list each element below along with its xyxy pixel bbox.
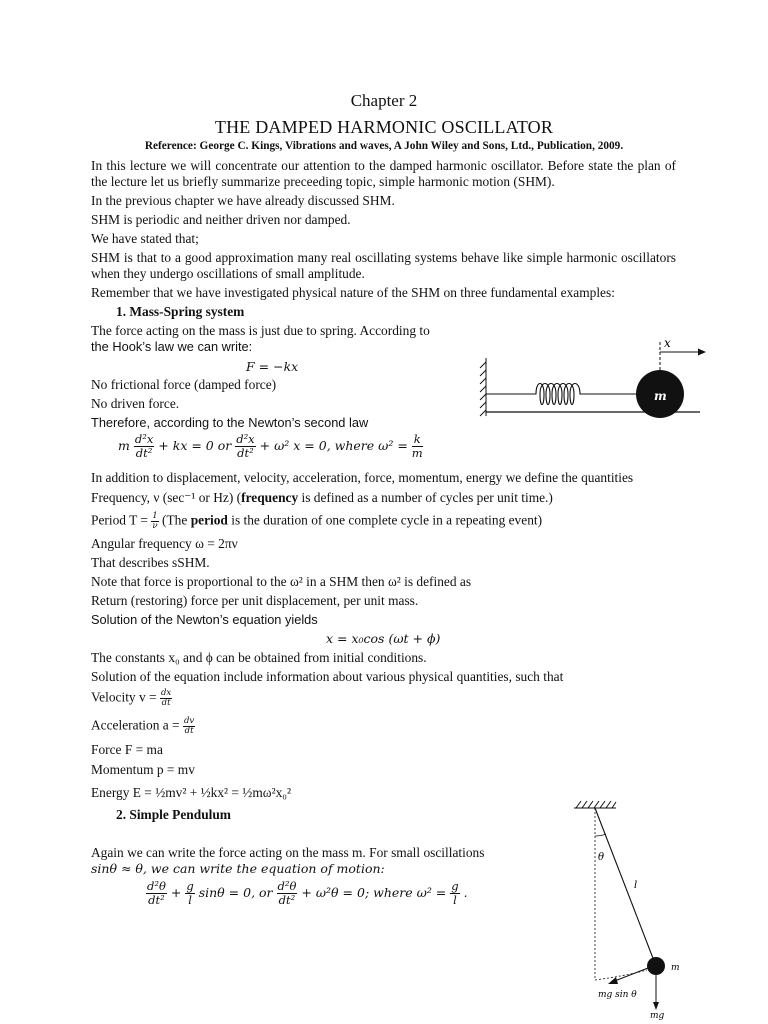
pendulum-string [595,808,656,966]
theta-label: θ [598,852,605,863]
frac-g-l-2: $\frac{g}{l}$ [451,879,459,907]
weight-label: mg [650,1011,665,1020]
intro-paragraph-6: Remember that we have investigated physical nature of the SHM on three fundamental examples: [91,285,615,300]
momentum-line: Momentum p = mv [91,762,195,777]
solution-line: Solution of the Newton’s equation yields [91,612,318,627]
x-label: x [664,336,671,350]
spring-text-line-4: No driven force. [91,396,180,411]
force-line: Force F = ma [91,742,163,757]
section-heading-pendulum: 2. Simple Pendulum [116,807,231,822]
frac-d2theta-dt2: $\frac{\text{d²θ}}{\text{dt²}}$ [147,879,166,907]
spring [486,384,636,405]
frac-d2x-dt2: $\frac{\text{d²x}}{\text{dt²}}$ [134,432,154,460]
spring-text-line-1: The force acting on the mass is just due to spring. According to [91,323,430,338]
intro-paragraph-2: In the previous chapter we have already discussed SHM. [91,193,395,208]
arrow-head-icon [698,349,706,356]
note-line-2: Return (restoring) force per unit displacement, per unit mass. [91,593,419,608]
length-label: l [634,880,638,891]
intro-paragraph-1: In this lecture we will concentrate our attention to the damped harmonic oscillator. Before state the plan of the lecture let us briefly summarize preceeding topic, simple harmonic motion (SHM). [91,158,676,189]
pendulum-diagram [570,798,700,1020]
acceleration-line: Acceleration a = $\frac{dv}{dt}$ [91,716,195,736]
frac-1-nu: $\frac{1}{\nu}$ [152,511,158,531]
pendulum-text-line-1: Again we can write the force acting on the mass m. For small oscillations [91,845,485,860]
intro-paragraph-5: SHM is that to a good approximation many real oscillating systems behave like simple harmonic oscillators when they undergo oscillations of small amplitude. [91,250,676,281]
frac-d2x-dt2-2: $\frac{\text{d²x}}{\text{dt²}}$ [236,432,255,460]
mass-label: m [654,389,667,403]
weight-arrow-head-icon [653,1002,659,1010]
chapter-label: Chapter 2 [350,91,418,110]
eq-plus-kx: + kx = 0 or [158,438,232,453]
intro-paragraph-3: SHM is periodic and neither driven nor damped. [91,212,351,227]
force-arrow-head-icon [608,977,618,984]
restoring-force-arrow [612,968,648,982]
solution-info-line: Solution of the equation include information about various physical quantities, such that [91,669,564,684]
note-line-1: Note that force is proportional to the ω² in a SHM then ω² is defined as [91,574,472,589]
intro-paragraph-4: We have stated that; [91,231,199,246]
velocity-line: Velocity v = $\frac{dx}{dt}$ [91,688,172,708]
describes-line: That describes sSHM. [91,555,210,570]
equation-newton [118,433,423,460]
equation-hooke: F = −kx [246,359,299,374]
constants-line: The constants x₀ and ϕ can be obtained from initial conditions. [91,650,427,665]
equation-solution: x = x₀cos (ωt + ϕ) [326,631,441,646]
reference-line: Reference: George C. Kings, Vibrations and waves, A John Wiley and Sons, Ltd., Publication, 2009. [144,140,624,152]
spring-text-line-5: Therefore, according to the Newton’s second law [91,415,369,430]
period-line: Period T = $\frac{1}{\nu}$ (The period is the duration of one complete cycle in a repeating event) [91,511,543,531]
frac-d2theta-dt2-2: $\frac{\text{d²θ}}{\text{dt²}}$ [277,879,297,907]
frac-dx-dt: $\frac{dx}{dt}$ [160,688,172,708]
eq-m: m [118,438,130,453]
wall-hatching [480,358,486,416]
frac-dv-dt: $\frac{dv}{dt}$ [183,716,195,736]
spring-text-line-3: No frictional force (damped force) [91,377,277,392]
frequency-line: Frequency, ν (sec⁻¹ or Hz) (frequency is defined as a number of cycles per unit time.) [91,490,553,505]
eq-plus-w2x: + ω² x = 0, where ω² = [259,438,408,453]
energy-line: Energy E = ½mv² + ½kx² = ½mω²x₀² [91,785,291,800]
angular-frequency-line: Angular frequency ω = 2πν [91,536,238,551]
section-heading-mass-spring: 1. Mass-Spring system [116,304,245,319]
equation-pendulum: $\frac{\text{d²θ}}{\text{dt²}}$ + $\frac{g}{l}$ sinθ = 0, or $\frac{\text{d²θ}}{\text{dt²}}$ + ω²θ = 0; where ω² = $\frac{g}{l}$ . [147,879,468,907]
quantities-line: In addition to displacement, velocity, acceleration, force, momentum, energy we define the quantities [91,470,634,485]
page-title: THE DAMPED HARMONIC OSCILLATOR [214,117,554,137]
restoring-force-label: mg sin θ [598,990,637,1000]
angle-arc [595,834,606,836]
ceiling-hatching [574,801,616,808]
frac-k-m: $\frac{k}{m}$ [411,432,423,460]
pendulum-bob [647,957,665,975]
spring-text-line-2: the Hook’s law we can write: [91,339,253,354]
pendulum-text-line-2: sinθ ≈ θ, we can write the equation of motion: [91,861,385,876]
mass-spring-diagram [470,330,710,422]
mass-label-pendulum: m [671,963,680,973]
frac-g-l: $\frac{g}{l}$ [186,879,194,907]
